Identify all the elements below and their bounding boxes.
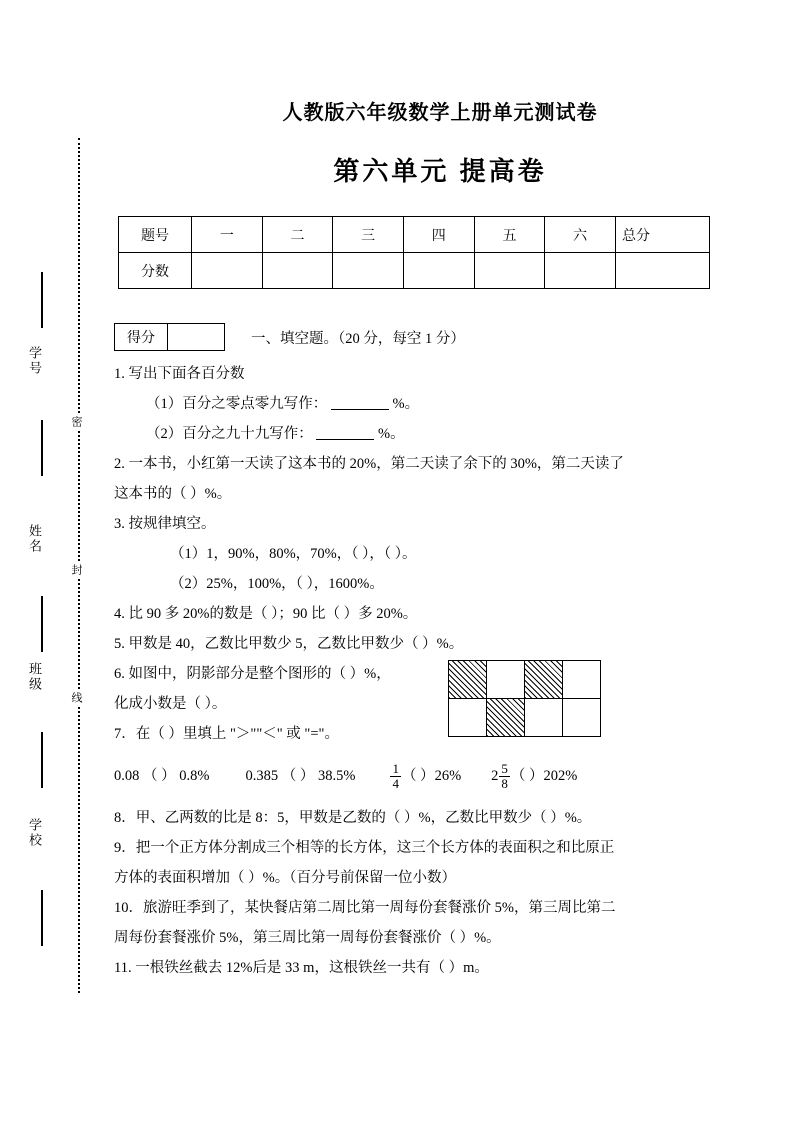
question-1-stem: 1. 写出下面各百分数 <box>114 366 245 382</box>
comparison-4-right: 202% <box>543 768 578 784</box>
question-3-stem: 3. 按规律填空。 <box>114 516 216 532</box>
seal-word-feng: 封 <box>70 564 82 576</box>
grid-cell-r1c1 <box>448 660 487 699</box>
score-table-col-total: 总分 <box>616 217 710 253</box>
question-1-sub-2-suffix: %。 <box>378 426 405 442</box>
grid-cell-r2c2 <box>486 698 525 737</box>
score-table-row-label-number: 题号 <box>119 217 192 253</box>
defen-label: 得分 <box>115 324 168 350</box>
fraction-denominator: 8 <box>501 775 508 791</box>
score-cell-4[interactable] <box>403 253 474 289</box>
defen-input[interactable] <box>168 324 224 350</box>
grid-cell-r2c4 <box>562 698 601 737</box>
exam-sheet <box>110 0 770 1122</box>
comparison-2 <box>245 761 355 791</box>
question-6-block <box>114 659 714 719</box>
question-3-sub-1: （1）1，90%，80%，70%，（ ），（ ）。 <box>170 546 417 562</box>
section-header-row <box>114 323 770 351</box>
field-label-class: 班级 <box>27 662 42 692</box>
question-7-stem: 7．在（ ）里填上 "＞""＜" 或 "="。 <box>114 726 339 742</box>
question-7-comparison-row <box>114 761 714 791</box>
comparison-1 <box>114 761 209 791</box>
question-10-line-1: 10．旅游旺季到了，某快餐店第二周比第一周每份套餐涨价 5%，第三周比第二 <box>114 900 616 916</box>
score-cell-6[interactable] <box>545 253 616 289</box>
field-rule-student-id <box>41 420 43 476</box>
score-table-col-5: 五 <box>474 217 545 253</box>
score-cell-total[interactable] <box>616 253 710 289</box>
score-table-col-6: 六 <box>545 217 616 253</box>
comparison-1-right: 0.8% <box>179 768 210 784</box>
page-subtitle: 第六单元 提高卷 <box>333 156 547 186</box>
question-6-shaded-grid-figure <box>449 661 601 737</box>
field-label-school: 学校 <box>27 818 42 848</box>
answer-blank[interactable] <box>316 425 374 440</box>
score-cell-1[interactable] <box>192 253 263 289</box>
seal-margin-area <box>0 0 110 1122</box>
comparison-2-right: 38.5% <box>317 768 356 784</box>
field-rule-name <box>41 596 43 652</box>
questions-list <box>114 359 714 983</box>
score-table-col-2: 二 <box>262 217 333 253</box>
question-10-line-2: 周每份套餐涨价 5%，第三周比第一周每份套餐涨价（ ）%。 <box>114 930 501 946</box>
fraction-five-eighths <box>499 762 510 790</box>
grid-cell-r1c3 <box>524 660 563 699</box>
score-table-col-4: 四 <box>403 217 474 253</box>
field-label-student-id: 学号 <box>27 346 42 376</box>
mixed-number-whole: 2 <box>491 768 499 784</box>
defen-box <box>114 323 225 351</box>
fraction-numerator: 5 <box>501 760 508 776</box>
score-cell-2[interactable] <box>262 253 333 289</box>
score-cell-5[interactable] <box>474 253 545 289</box>
question-6-line-2: 化成小数是（ ）。 <box>114 696 227 712</box>
question-1-sub-2-text: （2）百分之九十九写作： <box>146 426 313 442</box>
table-row-scores <box>119 253 710 289</box>
question-9-line-1: 9．把一个正方体分割成三个相等的长方体，这三个长方体的表面积之和比原正 <box>114 840 615 856</box>
seal-word-xian: 线 <box>70 692 82 704</box>
section-title: 一、填空题。（20 分，每空 1 分） <box>251 330 465 347</box>
field-rule-school <box>41 890 43 946</box>
table-row-header <box>119 217 710 253</box>
score-table <box>118 216 710 289</box>
comparison-3-blank[interactable]: （ ） <box>401 768 435 784</box>
question-11: 11. 一根铁丝截去 12%后是 33 m，这根铁丝一共有（ ）m。 <box>114 960 489 976</box>
question-4: 4. 比 90 多 20%的数是（ ）；90 比（ ）多 20%。 <box>114 606 418 622</box>
answer-blank[interactable] <box>331 395 389 410</box>
score-cell-3[interactable] <box>333 253 404 289</box>
comparison-2-left: 0.385 <box>245 768 279 784</box>
comparison-3-right: 26% <box>434 768 462 784</box>
question-1-sub-1 <box>114 389 714 419</box>
fraction-one-quarter <box>390 762 401 790</box>
grid-cell-r2c3 <box>524 698 563 737</box>
comparison-4 <box>491 761 577 791</box>
comparison-2-blank[interactable]: （ ） <box>281 768 315 784</box>
score-table-col-3: 三 <box>333 217 404 253</box>
score-table-col-1: 一 <box>192 217 263 253</box>
field-rule-class <box>41 732 43 788</box>
seal-word-mi: 密 <box>70 416 82 428</box>
comparison-1-left: 0.08 <box>114 768 140 784</box>
question-5: 5. 甲数是 40，乙数比甲数少 5，乙数比甲数少（ ）%。 <box>114 636 464 652</box>
fraction-numerator: 1 <box>392 760 399 776</box>
grid-cell-r2c1 <box>448 698 487 737</box>
question-3-sub-2: （2）25%，100%，（ ），1600%。 <box>170 576 384 592</box>
grid-cell-r1c4 <box>562 660 601 699</box>
field-rule-top <box>41 272 43 328</box>
question-6-line-1: 6. 如图中，阴影部分是整个图形的（ ）%， <box>114 666 391 682</box>
question-2-line-2: 这本书的（ ）%。 <box>114 486 232 502</box>
score-table-row-label-score: 分数 <box>119 253 192 289</box>
question-1-sub-2 <box>114 419 714 449</box>
question-8: 8．甲、乙两数的比是 8：5，甲数是乙数的（ ）%，乙数比甲数少（ ）%。 <box>114 810 592 826</box>
comparison-3 <box>389 761 461 791</box>
grid-cell-r1c2 <box>486 660 525 699</box>
comparison-1-blank[interactable]: （ ） <box>143 768 176 784</box>
question-1-sub-1-text: （1）百分之零点零九写作： <box>146 396 328 412</box>
question-1-sub-1-suffix: %。 <box>392 396 420 412</box>
comparison-4-blank[interactable]: （ ） <box>510 768 544 784</box>
field-label-name: 姓名 <box>27 524 42 554</box>
question-9-line-2: 方体的表面积增加（ ）%。（百分号前保留一位小数） <box>114 870 456 886</box>
page-title: 人教版六年级数学上册单元测试卷 <box>282 102 598 124</box>
fraction-denominator: 4 <box>392 775 399 791</box>
question-2-line-1: 2. 一本书，小红第一天读了这本书的 20%，第二天读了余下的 30%，第二天读了 <box>114 456 624 472</box>
